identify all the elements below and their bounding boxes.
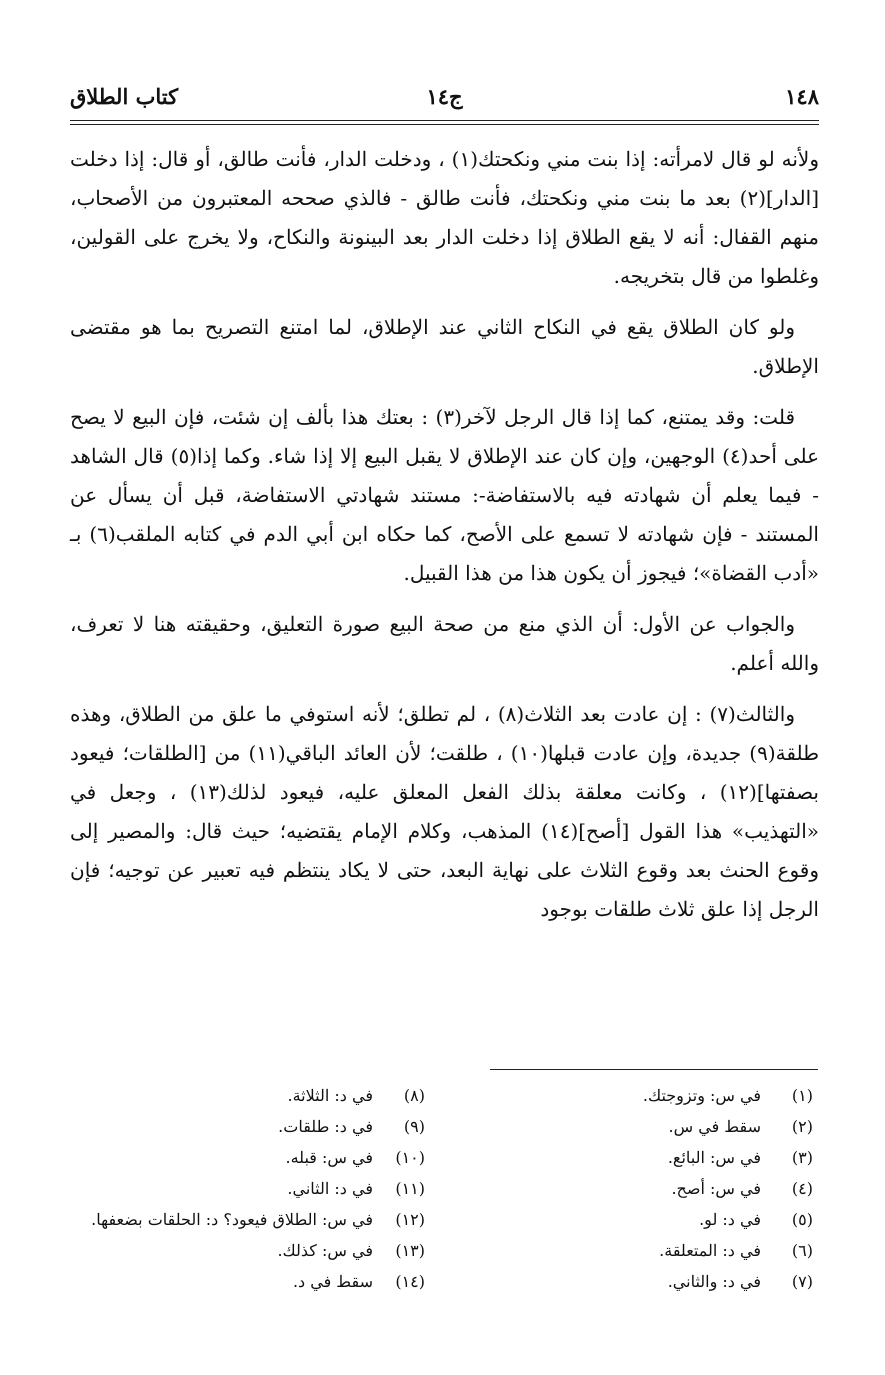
footnote bbox=[25, 1235, 425, 1266]
footnote-number: (١٢) bbox=[395, 1210, 425, 1229]
footnote-number: (٥) bbox=[791, 1210, 813, 1229]
header-rule-thick bbox=[70, 120, 819, 121]
footnote bbox=[473, 1204, 813, 1235]
footnote bbox=[25, 1111, 425, 1142]
footnote-text: في د: الثاني. bbox=[287, 1179, 373, 1198]
footnote bbox=[473, 1080, 813, 1111]
footnote-separator bbox=[490, 1069, 818, 1070]
main-text bbox=[70, 140, 819, 941]
footnotes-right-column bbox=[473, 1080, 813, 1297]
footnote bbox=[25, 1204, 425, 1235]
footnote-text: في د: لو. bbox=[699, 1210, 761, 1229]
footnote-number: (١٠) bbox=[395, 1148, 425, 1167]
footnote-text: سقط في س. bbox=[668, 1117, 761, 1136]
paragraph: قلت: وقد يمتنع، كما إذا قال الرجل لآخر(٣) : بعتك هذا بألف إن شئت، فإن البيع لا يصح على أحد(٤) الوجهين، وإن كان عند الإطلاق لا يقبل البيع إلا إذا شاء. وكما إذا(٥) قال الشاهد - فيما يعلم أن شهادته فيه بالاستفاضة-: مستند شهادتي الاستفاضة، قبل أن يسأل عن المستند - فإن شهادته لا تسمع على الأصح، كما حكاه ابن أبي الدم في كتابه الملقب(٦) بـ «أدب القضاة»؛ فيجوز أن يكون هذا من هذا القبيل. bbox=[70, 405, 820, 585]
footnote-number: (٣) bbox=[791, 1148, 813, 1167]
footnote bbox=[473, 1142, 813, 1173]
footnote-text: في د: طلقات. bbox=[278, 1117, 373, 1136]
page-number: ١٤٨ bbox=[785, 84, 819, 109]
paragraph: ولو كان الطلاق يقع في النكاح الثاني عند الإطلاق، لما امتنع التصريح بما هو مقتضى الإطلاق. bbox=[70, 315, 819, 378]
footnote-text: في د: والثاني. bbox=[667, 1272, 761, 1291]
paragraph: ولأنه لو قال لامرأته: إذا بنت مني ونكحتك(١) ، ودخلت الدار، فأنت طالق، أو قال: إذا دخلت [الدار](٢) بعد ما بنت مني ونكحتك، فأنت طالق - فالذي صححه المعتبرون من الأصحاب، منهم القفال: أنه لا يقع الطلاق إذا دخلت الدار بعد البينونة والنكاح، ولا يخرج على القولين، وغلطوا من قال بتخريجه. bbox=[70, 147, 819, 288]
footnote-text: في س: وتزوجتك. bbox=[642, 1086, 761, 1105]
footnote-text: في س: أصح. bbox=[671, 1179, 761, 1198]
footnote bbox=[473, 1266, 813, 1297]
paragraph: والجواب عن الأول: أن الذي منع من صحة البيع صورة التعليق، وحقيقته هنا لا تعرف، والله أعلم. bbox=[70, 612, 819, 675]
footnote bbox=[473, 1173, 813, 1204]
footnote bbox=[473, 1235, 813, 1266]
footnote-number: (١) bbox=[791, 1086, 813, 1105]
footnote-text: في س: البائع. bbox=[667, 1148, 761, 1167]
page-header bbox=[70, 84, 819, 118]
footnote-number: (١١) bbox=[395, 1179, 425, 1198]
book-title: كتاب الطلاق bbox=[70, 84, 179, 109]
volume-label: ج١٤ bbox=[426, 84, 463, 109]
footnotes-left-column bbox=[25, 1080, 425, 1297]
footnote-text: في س: الطلاق فيعود؟ د: الحلقات بضعفها. bbox=[91, 1210, 373, 1229]
footnote-number: (١٤) bbox=[395, 1272, 425, 1291]
footnote-number: (٨) bbox=[403, 1086, 425, 1105]
footnote-text: في س: قبله. bbox=[285, 1148, 373, 1167]
footnote bbox=[473, 1111, 813, 1142]
footnote-text: في د: الثلاثة. bbox=[287, 1086, 373, 1105]
footnote-text: سقط في د. bbox=[292, 1272, 373, 1291]
footnote bbox=[25, 1142, 425, 1173]
paragraph: والثالث(٧) : إن عادت بعد الثلاث(٨) ، لم تطلق؛ لأنه استوفي ما علق من الطلاق، وهذه طلقة(٩) جديدة، وإن عادت قبلها(١٠) ، طلقت؛ لأن العائد الباقي(١١) من [الطلقات؛ فيعود بصفتها](١٢) ، وكانت معلقة بذلك الفعل المعلق عليه، فيعود لذلك(١٣) ، وجعل في «التهذيب» هذا القول [أصح](١٤) المذهب، وكلام الإمام يقتضيه؛ حيث قال: والمصير إلى وقوع الحنث بعد وقوع الثلاث على نهاية البعد، حتى لا يكاد ينتظم فيه تعبير عن توجيه؛ فإن الرجل إذا علق ثلاث طلقات بوجود bbox=[70, 702, 820, 921]
footnote-number: (٩) bbox=[403, 1117, 425, 1136]
footnote-number: (٢) bbox=[791, 1117, 813, 1136]
footnote bbox=[25, 1173, 425, 1204]
footnote-number: (٤) bbox=[791, 1179, 813, 1198]
footnote-number: (٧) bbox=[791, 1272, 813, 1291]
footnote-number: (٦) bbox=[791, 1241, 813, 1260]
footnote-number: (١٣) bbox=[395, 1241, 425, 1260]
header-rule-thin bbox=[70, 124, 819, 125]
footnote-text: في د: المتعلقة. bbox=[659, 1241, 761, 1260]
footnote-text: في س: كذلك. bbox=[277, 1241, 373, 1260]
footnote bbox=[25, 1080, 425, 1111]
footnote bbox=[25, 1266, 425, 1297]
